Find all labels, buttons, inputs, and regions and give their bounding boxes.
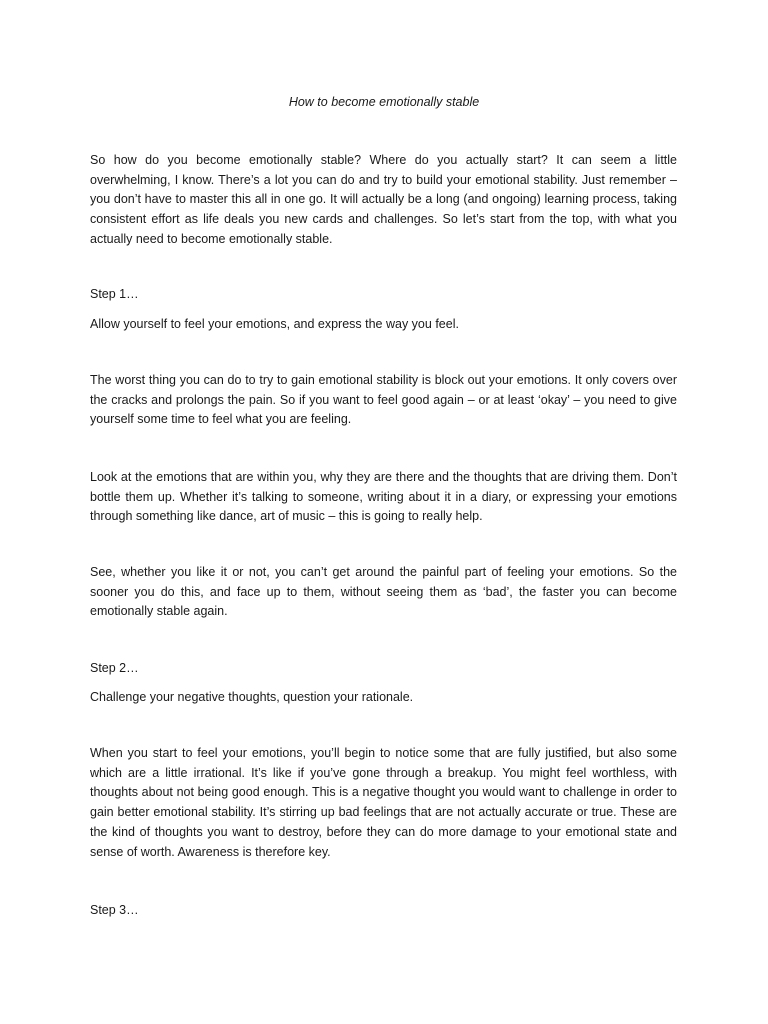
step-1-summary: Allow yourself to feel your emotions, and express the way you feel. xyxy=(90,317,459,331)
step-2-heading: Step 2… xyxy=(90,661,139,675)
step-1-heading: Step 1… xyxy=(90,287,139,301)
step-2-paragraph-1: When you start to feel your emotions, you’ll begin to notice some that are fully justified, but also some which are a little irrational. It’s like if you’ve gone through a breakup. You might feel worthless, with thoughts about not being good enough. This is a negative thought you would want to challenge in order to gain better emotional stability. It’s stirring up bad feelings that are not actually accurate or true. These are the kind of thoughts you want to destroy, before they can do more damage to your emotional state and sense of worth. Awareness is therefore key. xyxy=(90,746,677,859)
step-3-heading: Step 3… xyxy=(90,903,139,917)
document-title: How to become emotionally stable xyxy=(288,95,480,109)
step-1-paragraph-3: See, whether you like it or not, you can’t get around the painful part of feeling your emotions. So the sooner you do this, and face up to them, without seeing them as ‘bad’, the faster you can become emotionally stable again. xyxy=(90,565,677,619)
step-2-summary: Challenge your negative thoughts, question your rationale. xyxy=(90,690,414,704)
step-1-paragraph-1: The worst thing you can do to try to gain emotional stability is block out your emotions. It only covers over the cracks and prolongs the pain. So if you want to feel good again – or at least ‘okay’ – you need to give yourself some time to feel what you are feeling. xyxy=(90,373,677,427)
step-1-paragraph-2: Look at the emotions that are within you, why they are there and the thoughts that are driving them. Don’t bottle them up. Whether it’s talking to someone, writing about it in a diary, or expressing your emotions through something like dance, art of music – this is going to really help. xyxy=(90,470,677,524)
intro-paragraph: So how do you become emotionally stable? Where do you actually start? It can seem a little overwhelming, I know. There’s a lot you can do and try to build your emotional stability. Just remember – you don’t have to master this all in one go. It will actually be a long (and ongoing) learning process, taking consistent effort as life deals you new cards and challenges. So let’s start from the top, with what you actually need to become emotionally stable. xyxy=(90,153,677,246)
